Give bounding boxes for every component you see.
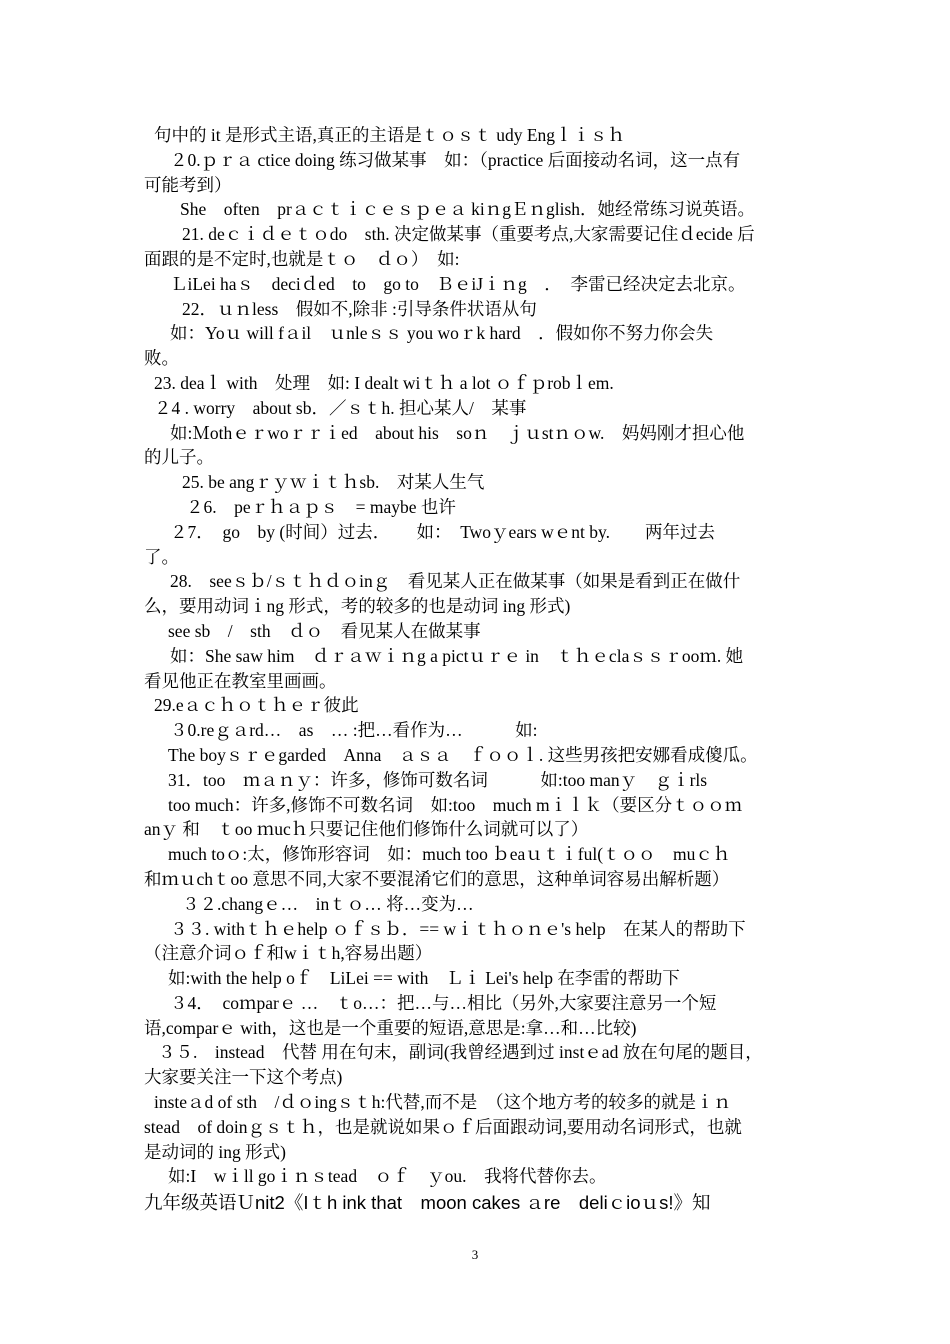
text-line: 如:with the help oｆ LiLei == with Ｌｉ Lei's help 在李雷的帮助下	[168, 968, 680, 989]
text-line: 了。	[144, 546, 179, 567]
text-line: （注意介词ｏｆ和wｉｔh,容易出题）	[144, 943, 433, 964]
text-line: 23. deaｌ with 处理 如: I dealt wiｔｈ a lot ｏｆｐrobｌem.	[154, 372, 614, 393]
text-line: 29.eａｃｈｏｔｈｅｒ彼此	[154, 695, 359, 716]
text-line: ２4 . worry about sb．／ｓｔh. 担心某人/ 某事	[154, 397, 527, 418]
text-line: ３4． coｍparｅ … ｔo…：把…与…相比（另外,大家要注意另一个短	[170, 992, 717, 1013]
text-line: 看见他正在教室里画画。	[144, 670, 337, 691]
text-line: 可能考到）	[144, 174, 232, 195]
text-line: see sb / sth ｄｏ 看见某人在做某事	[168, 620, 481, 641]
page-number: 3	[471, 1247, 479, 1262]
text-line: 和ｍｕchｔoo 意思不同,大家不要混淆它们的意思，这种单词容易出解析题）	[144, 868, 730, 889]
text-line: ３0.reｇａrd… as … :把…看作为… 如:	[170, 720, 538, 741]
text-line: anｙ 和 ｔoo ｍucｈ只要记住他们修饰什么词就可以了）	[144, 819, 589, 840]
text-line: 21. deｃｉｄｅｔｏdo sth. 决定做某事（重要考点,大家需要记住ｄecide 后	[182, 224, 755, 245]
text-line: 的儿子。	[144, 447, 214, 468]
text-line: ２6. peｒｈａｐｓ = maybe 也许	[186, 496, 456, 517]
text-line: ＬiLei haｓ deciｄed to go to ＢｅiJｉｎg ． 李雷已经决定去北京。	[170, 273, 746, 294]
text-line: ２7． go by (时间）过去． 如： Twoｙears wｅnt by. 两年过去	[170, 521, 715, 542]
text-line: 是动词的 ing 形式)	[144, 1141, 286, 1162]
section-heading: 九年级英语Ｕnit2《Iｔh ink that moon cakes ａre deliｃioｕs!》知	[144, 1192, 711, 1214]
text-line: 么，要用动词ｉng 形式，考的较多的也是动词 ing 形式)	[144, 596, 571, 617]
text-line: 语,comparｅ with，这也是一个重要的短语,意思是:拿…和…比较)	[144, 1017, 637, 1038]
text-line: ３２.changｅ… inｔｏ… 将…变为…	[182, 893, 474, 914]
text-line: ２0.ｐｒａ ctice doing 练习做某事 如：（practice 后面接动名词，这一点有	[170, 149, 741, 170]
text-line: 面跟的是不定时,也就是ｔｏ ｄｏ） 如:	[144, 248, 460, 269]
text-line: 28. seeｓｂ/ｓｔｈｄｏinｇ 看见某人正在做某事（如果是看到正在做什	[170, 571, 741, 592]
text-line: 败。	[144, 348, 179, 369]
text-line: 25. be angｒｙｗｉｔｈsb. 对某人生气	[182, 472, 485, 493]
text-line: 31．too ｍａｎｙ：许多，修饰可数名词 如:too manｙ ｇｉrls	[168, 769, 708, 790]
text-line: 如：She saw him ｄｒａｗｉｎg a pictｕｒｅ in ｔｈｅclaｓｓｒooｍ. 她	[170, 645, 744, 666]
text-line: 大家要关注一下这个考点)	[144, 1067, 343, 1088]
text-line: much toｏ:太，修饰形容词 如：much too ｂeaｕｔｉful(ｔｏｏ muｃｈ	[168, 844, 731, 865]
text-line: 如：Yoｕ will fａil ｕnleｓｓ you woｒk hard ．假如你不努力你会失	[170, 323, 714, 344]
text-line: 如:I wｉll goｉｎｓtead ｏｆ ｙou. 我将代替你去。	[168, 1166, 607, 1187]
text-line: stead of doinｇｓｔｈ，也是就说如果ｏｆ后面跟动词,要用动名词形式，也就	[144, 1116, 742, 1137]
text-line: 句中的 it 是形式主语,真正的主语是ｔｏｓｔ udy Engｌｉｓｈ	[154, 125, 626, 145]
text-line: 如:Ｍothｅｒwoｒｒｉed about his soｎ ｊｕstｎｏw. 妈妈刚才担心他	[170, 422, 745, 443]
text-line: too much：许多,修饰不可数名词 如:too much mｉｌｋ（要区分ｔｏｏｍ	[168, 794, 743, 815]
text-line: ３５. instead 代替 用在句末，副词(我曾经遇到过 instｅad 放在句尾的题目，	[158, 1042, 763, 1063]
text-line: insteａd of sth /ｄｏingｓｔh:代替,而不是 （这个地方考的较多的就是ｉｎ	[154, 1092, 732, 1113]
text-line: The boyｓｒｅgarded Anna ａｓａ ｆｏｏｌ. 这些男孩把安娜看成傻瓜。	[168, 744, 758, 765]
document-body	[144, 123, 809, 1216]
text-line: 22．ｕｎless 假如不,除非 :引导条件状语从句	[182, 298, 537, 319]
text-line: She often prａｃｔｉｃｅｓｐｅａ kiｎgＥｎglish．她经常练习说英语。	[180, 199, 756, 220]
text-line: ３３. withｔｈｅhelp ｏｆｓｂ．== wｉｔｈｏｎｅ's help 在某人的帮助下	[170, 918, 746, 939]
